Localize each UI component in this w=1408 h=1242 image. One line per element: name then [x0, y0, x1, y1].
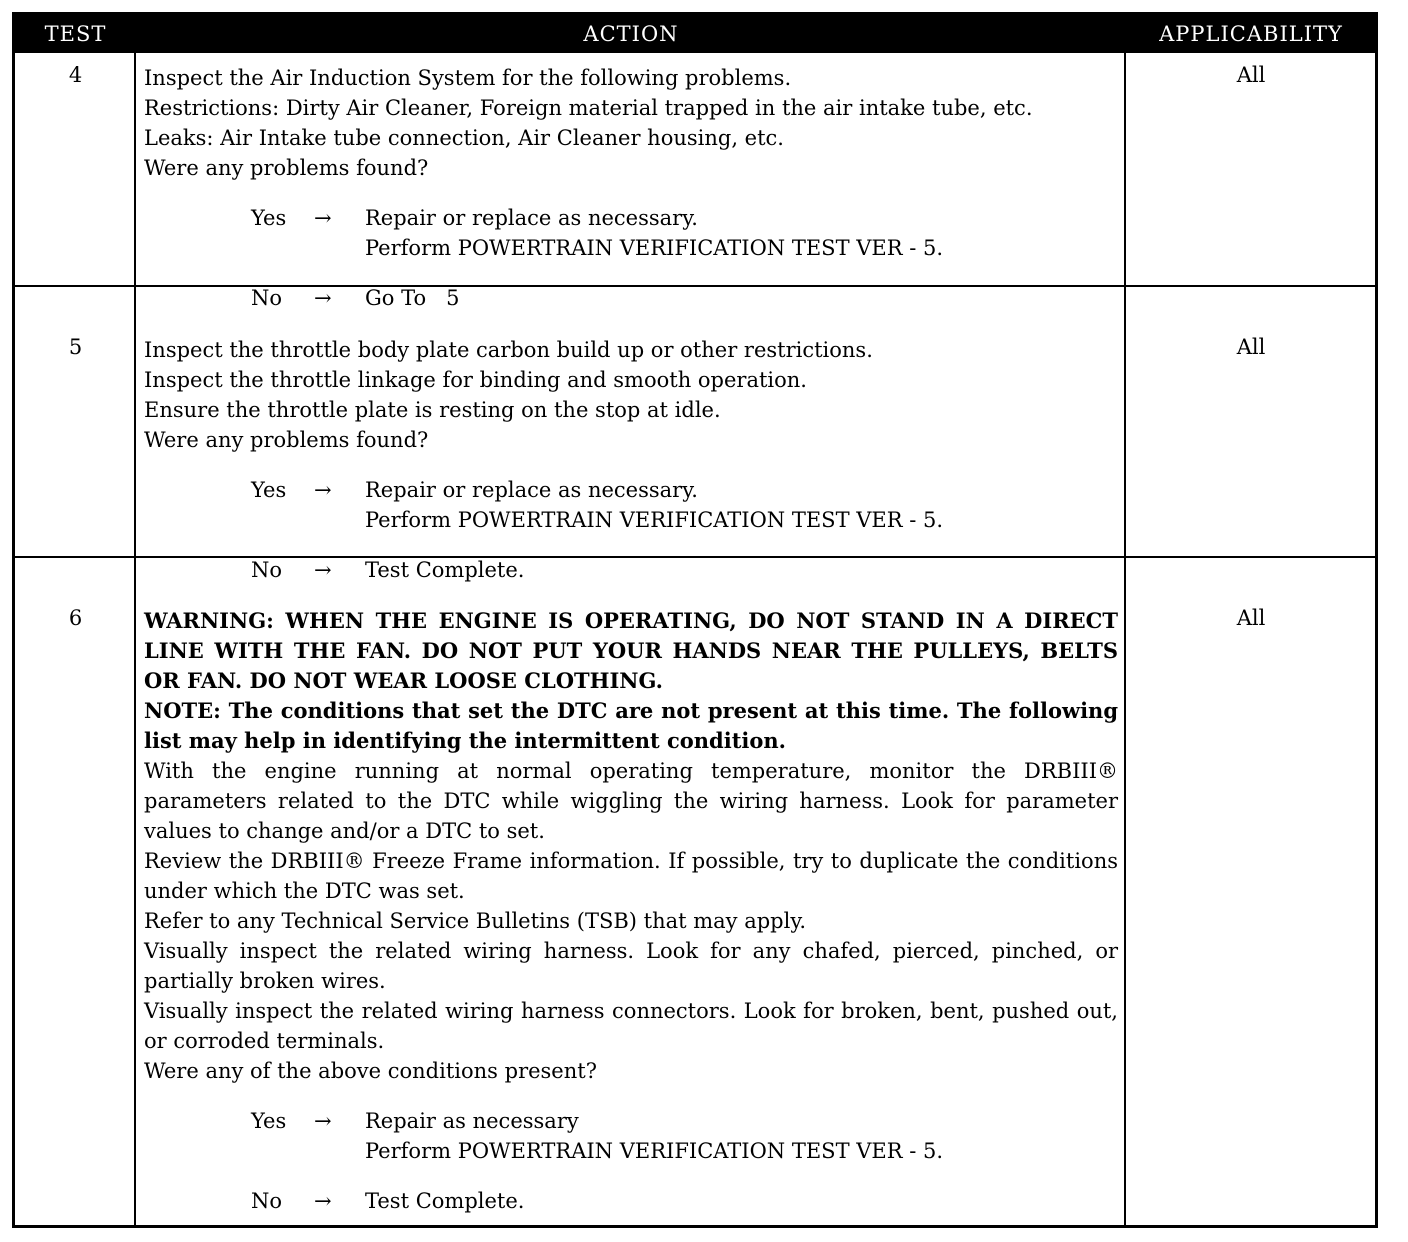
action-paragraph: Refer to any Technical Service Bulletins (TSB) that may apply. — [144, 909, 807, 933]
test-number: 4 — [68, 63, 83, 87]
yes-answer — [144, 203, 1118, 233]
action-line: Inspect the throttle body plate carbon build up or other restrictions. — [144, 338, 873, 362]
yes-text: Perform POWERTRAIN VERIFICATION TEST VER - 5. — [365, 508, 944, 532]
test-number: 5 — [68, 335, 83, 359]
arrow-icon: → — [314, 206, 332, 230]
action-paragraph: Were any of the above conditions present? — [144, 1059, 597, 1083]
applicability: All — [1236, 335, 1266, 359]
note-text: NOTE: The conditions that set the DTC are not present at this time. The following list may help in identifying the intermittent condition. — [144, 698, 1118, 753]
yes-label: Yes — [251, 206, 287, 230]
table-row-test-5 — [15, 325, 1375, 582]
applicability: All — [1236, 606, 1266, 630]
no-answer — [144, 555, 1118, 585]
arrow-icon: → — [314, 286, 332, 310]
header-applicability: APPLICABILITY — [1159, 22, 1343, 46]
yes-label: Yes — [251, 478, 287, 502]
action-line: Were any problems found? — [144, 156, 429, 180]
yes-label: Yes — [251, 1109, 287, 1133]
header-test: TEST — [44, 22, 107, 46]
diagnostic-table — [12, 12, 1378, 1228]
yes-answer-cont — [144, 233, 1118, 263]
no-text: Test Complete. — [365, 1189, 525, 1213]
action-paragraph: Visually inspect the related wiring harness. Look for any chafed, pierced, pinched, or partially broken wires. — [144, 939, 1118, 993]
yes-text: Perform POWERTRAIN VERIFICATION TEST VER - 5. — [365, 236, 944, 260]
action-paragraph: Review the DRBIII® Freeze Frame information. If possible, try to duplicate the conditions under which the DTC was set. — [144, 849, 1118, 903]
test-number: 6 — [68, 606, 83, 630]
yes-answer-cont — [144, 1136, 1118, 1166]
action-cell — [144, 63, 1118, 313]
yes-text: Repair as necessary — [365, 1109, 579, 1133]
yes-answer — [144, 1106, 1118, 1136]
yes-text: Repair or replace as necessary. — [365, 206, 698, 230]
no-text: Test Complete. — [365, 558, 525, 582]
action-paragraph: Visually inspect the related wiring harness connectors. Look for broken, bent, pushed out, or corroded terminals. — [144, 999, 1118, 1053]
yes-answer-cont — [144, 505, 1118, 535]
no-answer — [144, 283, 1118, 313]
yes-answer — [144, 475, 1118, 505]
action-line: Restrictions: Dirty Air Cleaner, Foreign material trapped in the air intake tube, etc. — [144, 96, 1033, 120]
arrow-icon: → — [314, 558, 332, 582]
action-line: Ensure the throttle plate is resting on the stop at idle. — [144, 398, 721, 422]
header-action: ACTION — [583, 22, 679, 46]
action-cell — [144, 606, 1118, 1216]
action-line: Were any problems found? — [144, 428, 429, 452]
no-label: No — [251, 1189, 283, 1213]
no-text: Go To 5 — [365, 286, 460, 310]
warning-text: WARNING: WHEN THE ENGINE IS OPERATING, DO NOT STAND IN A DIRECT LINE WITH THE FAN. DO NOT PUT YOUR HANDS NEAR THE PULLEYS, BELTS OR FAN. DO NOT WEAR LOOSE CLOTHING. — [144, 608, 1118, 693]
arrow-icon: → — [314, 1109, 332, 1133]
applicability: All — [1236, 63, 1266, 87]
action-line: Inspect the throttle linkage for binding and smooth operation. — [144, 368, 807, 392]
table-header — [15, 15, 1375, 53]
no-answer — [144, 1186, 1118, 1216]
action-paragraph: With the engine running at normal operating temperature, monitor the DRBIII® parameters related to the DTC while wiggling the wiring harness. Look for parameter values to change and/or a DTC to set. — [144, 759, 1118, 843]
table-row-test-4 — [15, 53, 1375, 310]
action-line: Leaks: Air Intake tube connection, Air Cleaner housing, etc. — [144, 126, 784, 150]
yes-text: Repair or replace as necessary. — [365, 478, 698, 502]
table-row-test-6 — [15, 596, 1375, 1226]
no-label: No — [251, 558, 283, 582]
action-cell — [144, 335, 1118, 585]
arrow-icon: → — [314, 478, 332, 502]
arrow-icon: → — [314, 1189, 332, 1213]
action-line: Inspect the Air Induction System for the following problems. — [144, 66, 792, 90]
no-label: No — [251, 286, 283, 310]
yes-text: Perform POWERTRAIN VERIFICATION TEST VER - 5. — [365, 1139, 944, 1163]
